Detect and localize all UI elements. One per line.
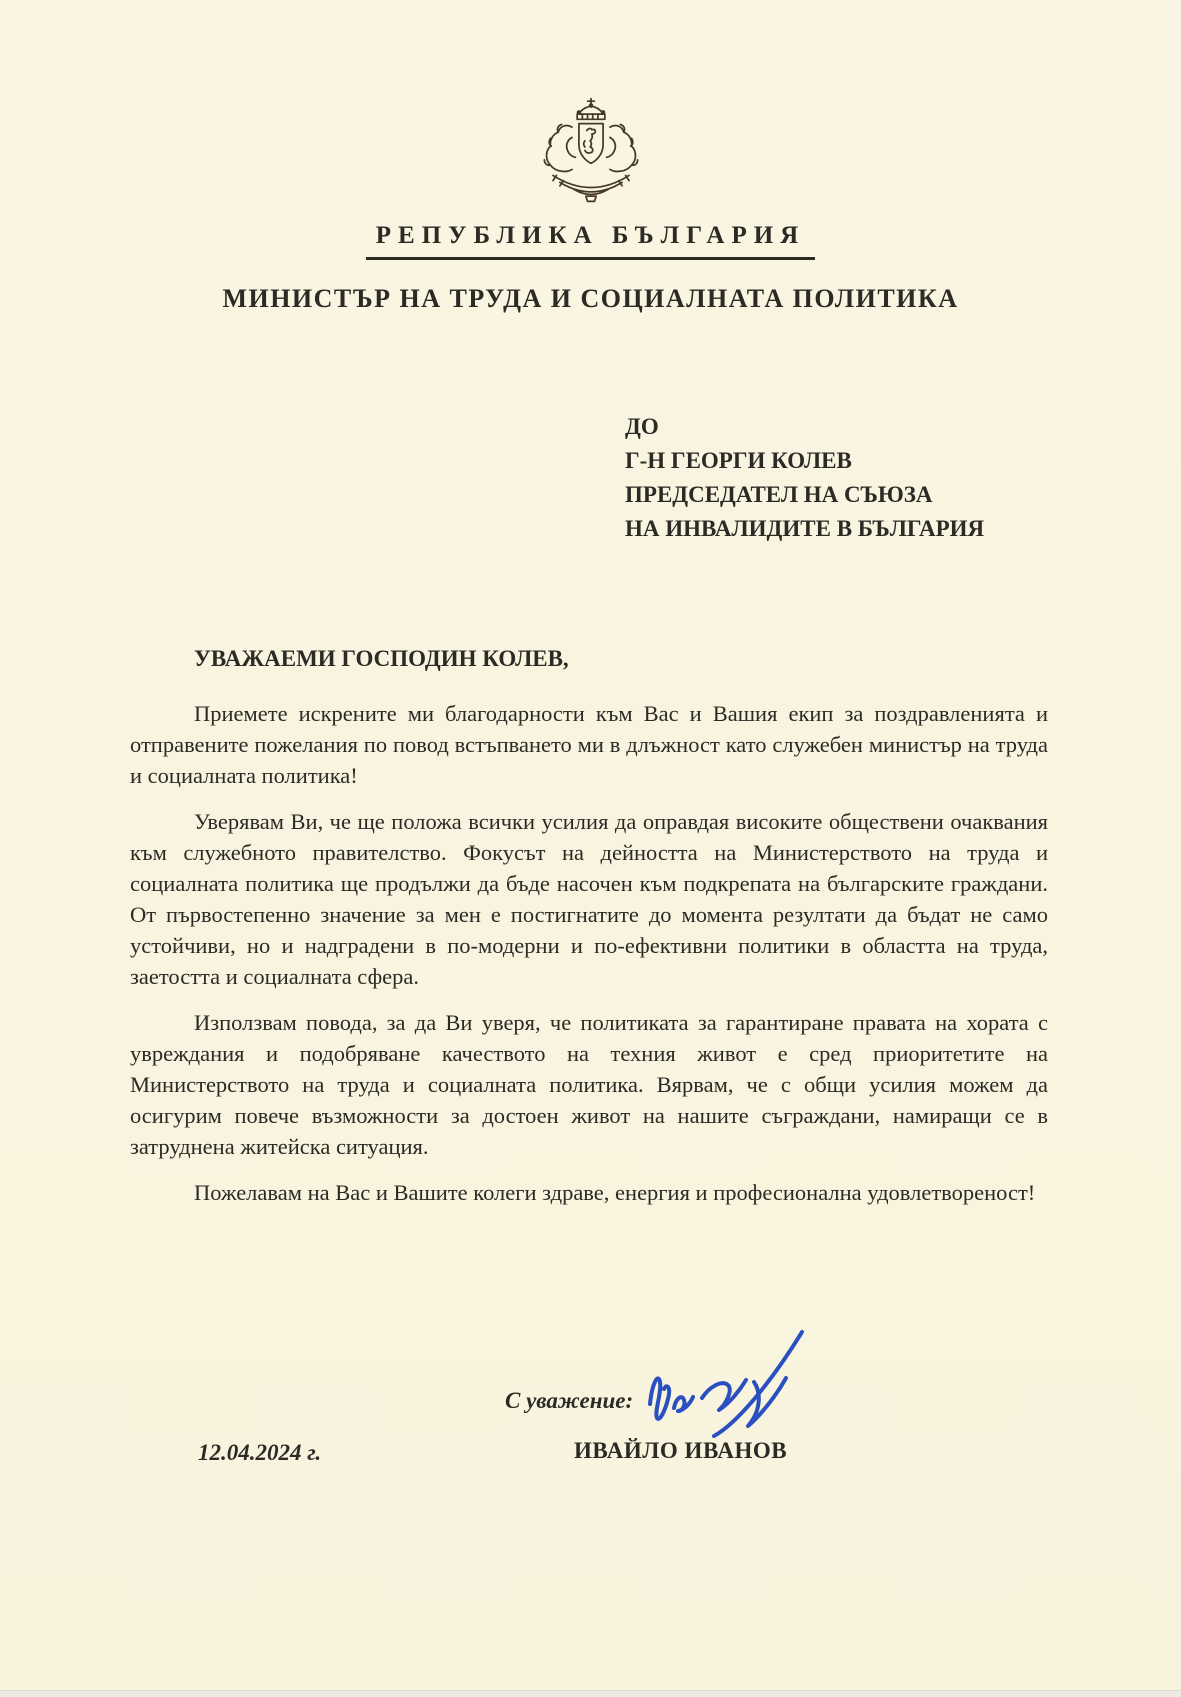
letter-body [130, 698, 1048, 1208]
salutation: УВАЖАЕМИ ГОСПОДИН КОЛЕВ, [194, 646, 569, 671]
recipient-to: ДО [625, 414, 659, 439]
recipient-title-line1: ПРЕДСЕДАТЕЛ НА СЪЮЗА [625, 482, 933, 507]
handwritten-signature [636, 1318, 814, 1450]
letter-date: 12.04.2024 г. [198, 1440, 322, 1465]
paragraph-4: Пожелавам на Вас и Вашите колеги здраве, енергия и професионална удовлетвореност! [194, 1180, 1036, 1205]
paragraph-1: Приемете искрените ми благодарности към Вас и Вашия екип за поздравленията и отправените пожелания по повод встъпването ми в длъжност като служебен министър на труда и социалната политика! [130, 701, 1048, 788]
recipient-title-line2: НА ИНВАЛИДИТЕ В БЪЛГАРИЯ [625, 516, 985, 541]
recipient-block [625, 410, 1048, 546]
paragraph-3: Използвам повода, за да Ви уверя, че политиката за гарантиране правата на хората с увреждания и подобряване качеството на техния живот е сред приоритетите на Министерството на труда и социалната политика. Вярвам, че с общи усилия можем да осигурим повече възможности за достоен живот на нашите съграждани, намиращи се в затруднена житейска ситуация. [130, 1010, 1048, 1159]
minister-title: МИНИСТЪР НА ТРУДА И СОЦИАЛНАТА ПОЛИТИКА [222, 284, 959, 313]
closing-regards: С уважение: [505, 1388, 634, 1413]
recipient-name: Г-Н ГЕОРГИ КОЛЕВ [625, 448, 852, 473]
signer-name: ИВАЙЛО ИВАНОВ [574, 1438, 788, 1463]
coat-of-arms-icon [0, 0, 1181, 212]
country-title: РЕПУБЛИКА БЪЛГАРИЯ [366, 222, 816, 260]
scan-edge [0, 1690, 1181, 1697]
paragraph-2: Уверявам Ви, че ще положа всички усилия да оправдая високите обществени очаквания към служебното правителство. Фокусът на дейността на Министерството на труда и социалната политика ще продължи да бъде насочен към подкрепата на българските граждани. От първостепенно значение за мен е постигнатите до момента резултати да бъдат не само устойчиви, но и надградени в по-модерни и по-ефективни политики в областта на труда, заетостта и социалната сфера. [130, 809, 1048, 989]
